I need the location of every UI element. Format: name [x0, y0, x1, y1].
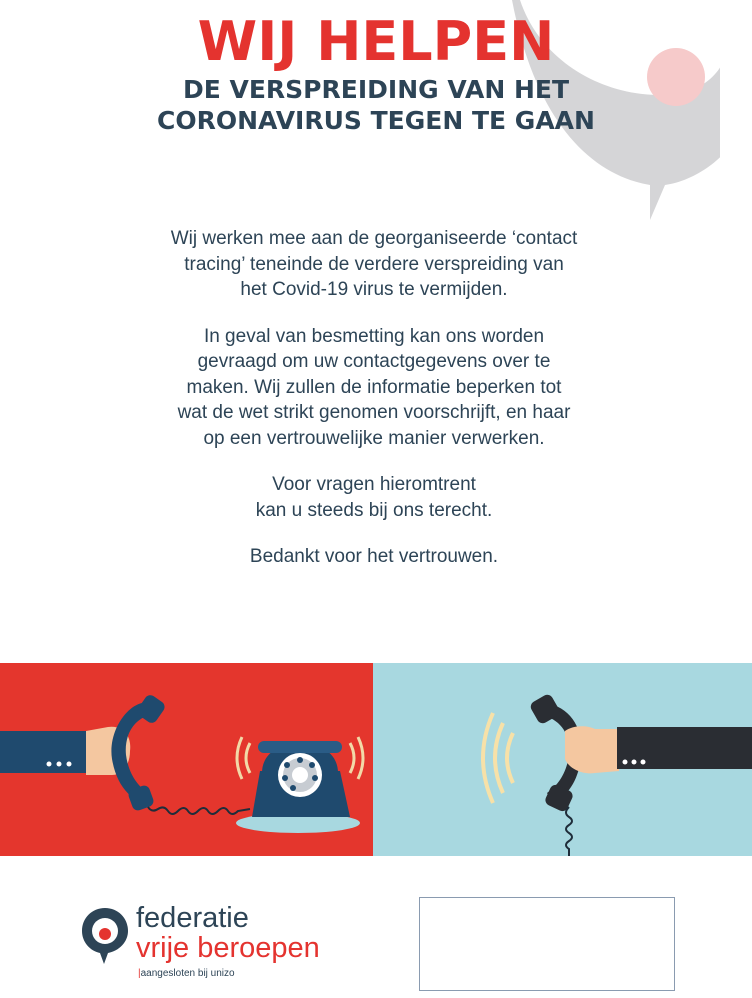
paragraph-questions [114, 472, 634, 523]
stamp-box [419, 897, 675, 991]
text-line: tracing’ teneinde de verdere verspreiding van [184, 253, 564, 275]
phone-call-icon [0, 663, 373, 856]
subtitle [0, 74, 752, 136]
federatie-vrije-beroepen-logo [80, 902, 330, 982]
text-line: maken. Wij zullen de informatie beperken tot [186, 376, 562, 398]
logo-tagline-text: aangesloten bij unizo [140, 968, 235, 979]
paragraph-contact-tracing [114, 226, 634, 303]
paragraph-infection [114, 324, 634, 452]
text-line: gevraagd om uw contactgegevens over te [197, 351, 551, 372]
main-title: WIJ HELPEN [197, 10, 555, 73]
logo-tagline: |aangesloten bij unizo [138, 968, 235, 979]
text-line: Wij werken mee aan de georganiseerde ‘contact [170, 228, 578, 249]
text-line: op een vertrouwelijke manier verwerken. [203, 427, 545, 449]
text-line: In geval van besmetting kan ons worden [203, 325, 545, 347]
text-line: het Covid-19 virus te vermijden. [240, 279, 508, 300]
subtitle-line: CORONAVIRUS TEGEN TE GAAN [157, 106, 595, 135]
illustration-left-panel [0, 663, 373, 856]
paragraph-thanks: Bedankt voor het vertrouwen. [249, 546, 499, 567]
logo-bubble-icon [80, 906, 130, 968]
logo-line-federatie: federatie [136, 902, 249, 934]
text-line: kan u steeds bij ons terecht. [255, 499, 493, 521]
body-text [114, 226, 634, 591]
illustration-right-panel [373, 663, 752, 856]
phone-receiver-icon [373, 663, 752, 856]
text-line: wat de wet strikt genomen voorschrijft, en haar [177, 402, 571, 423]
text-line: Voor vragen hieromtrent [272, 474, 476, 495]
logo-line-vrije-beroepen: vrije beroepen [136, 932, 320, 964]
subtitle-line: DE VERSPREIDING VAN HET [182, 75, 570, 104]
